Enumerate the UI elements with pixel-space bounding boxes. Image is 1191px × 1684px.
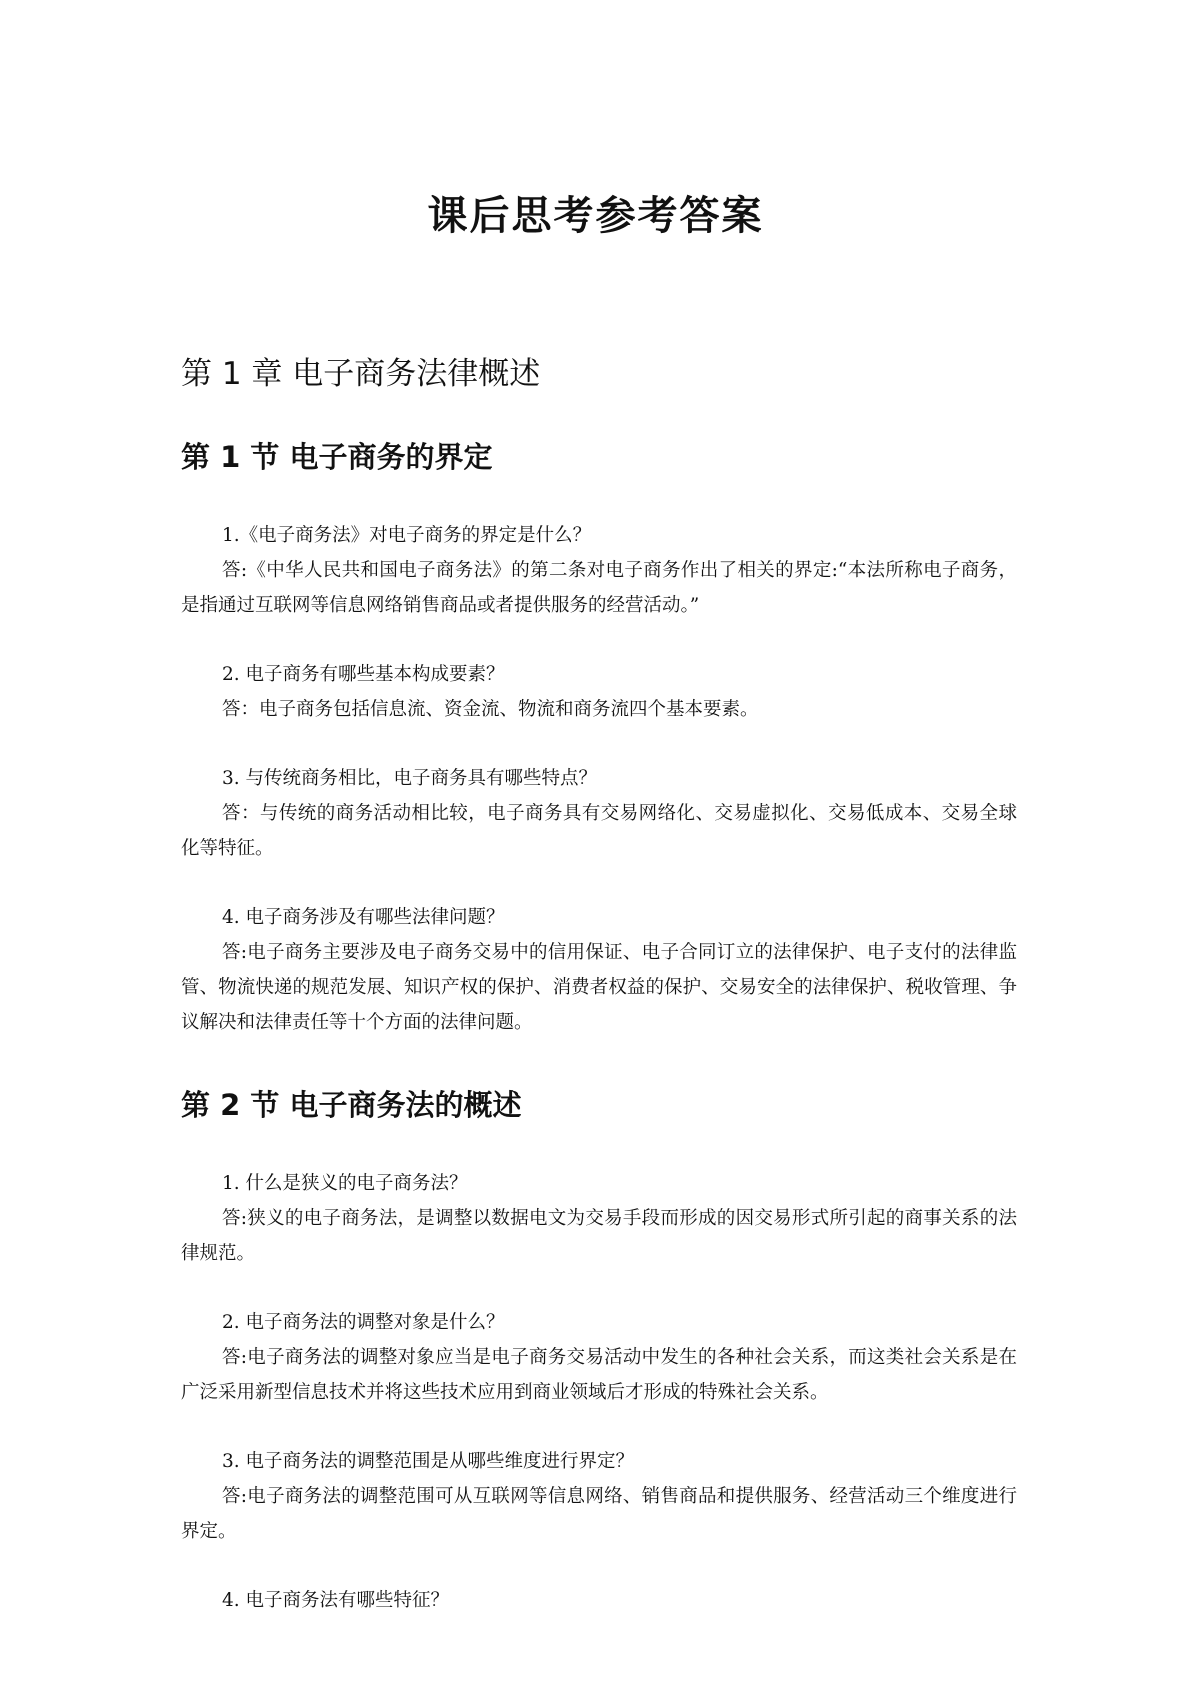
question-text: 4. 电子商务涉及有哪些法律问题？ — [222, 907, 505, 928]
answer-text: 答:《中华人民共和国电子商务法》的第二条对电子商务作出了相关的界定:“本法所称电子商务，是指通过互联网等信息网络销售商品或者提供服务的经营活动。” — [181, 560, 1017, 616]
section-title: 第 2 节 电子商务法的概述 — [181, 1088, 522, 1122]
answer-text: 答:电子商务主要涉及电子商务交易中的信用保证、电子合同订立的法律保护、电子支付的法律监管、物流快递的规范发展、知识产权的保护、消费者权益的保护、交易安全的法律保护、税收管理、争议解决和法律责任等十个方面的法律问题。 — [181, 942, 1017, 1033]
question-text: 3. 与传统商务相比，电子商务具有哪些特点？ — [222, 768, 598, 789]
question-text: 1. 什么是狭义的电子商务法？ — [222, 1173, 468, 1194]
document-title: 课后思考参考答案 — [427, 193, 764, 239]
answer-text: 答:电子商务法的调整范围可从互联网等信息网络、销售商品和提供服务、经营活动三个维度进行界定。 — [181, 1486, 1017, 1542]
qa-item — [181, 518, 1017, 623]
question-text: 2. 电子商务有哪些基本构成要素？ — [222, 664, 505, 685]
answer-text: 答：电子商务包括信息流、资金流、物流和商务流四个基本要素。 — [222, 699, 759, 720]
section-title: 第 1 节 电子商务的界定 — [181, 440, 493, 474]
document-body — [181, 352, 1017, 1652]
answer-text: 答：与传统的商务活动相比较，电子商务具有交易网络化、交易虚拟化、交易低成本、交易全球化等特征。 — [181, 803, 1017, 859]
qa-item — [181, 761, 1017, 866]
question-text: 1.《电子商务法》对电子商务的界定是什么？ — [222, 525, 592, 546]
qa-item — [181, 1444, 1017, 1549]
question-text: 2. 电子商务法的调整对象是什么？ — [222, 1312, 505, 1333]
qa-item — [181, 900, 1017, 1040]
answer-text: 答:电子商务法的调整对象应当是电子商务交易活动中发生的各种社会关系，而这类社会关系是在广泛采用新型信息技术并将这些技术应用到商业领域后才形成的特殊社会关系。 — [181, 1347, 1017, 1403]
chapter-title: 第 1 章 电子商务法律概述 — [181, 356, 541, 392]
question-text: 4. 电子商务法有哪些特征？ — [222, 1590, 450, 1611]
qa-item — [181, 1583, 1017, 1618]
qa-item — [181, 1166, 1017, 1271]
qa-item — [181, 1305, 1017, 1410]
answer-text: 答:狭义的电子商务法，是调整以数据电文为交易手段而形成的因交易形式所引起的商事关系的法律规范。 — [181, 1208, 1017, 1264]
qa-item — [181, 657, 1017, 727]
question-text: 3. 电子商务法的调整范围是从哪些维度进行界定？ — [222, 1451, 635, 1472]
